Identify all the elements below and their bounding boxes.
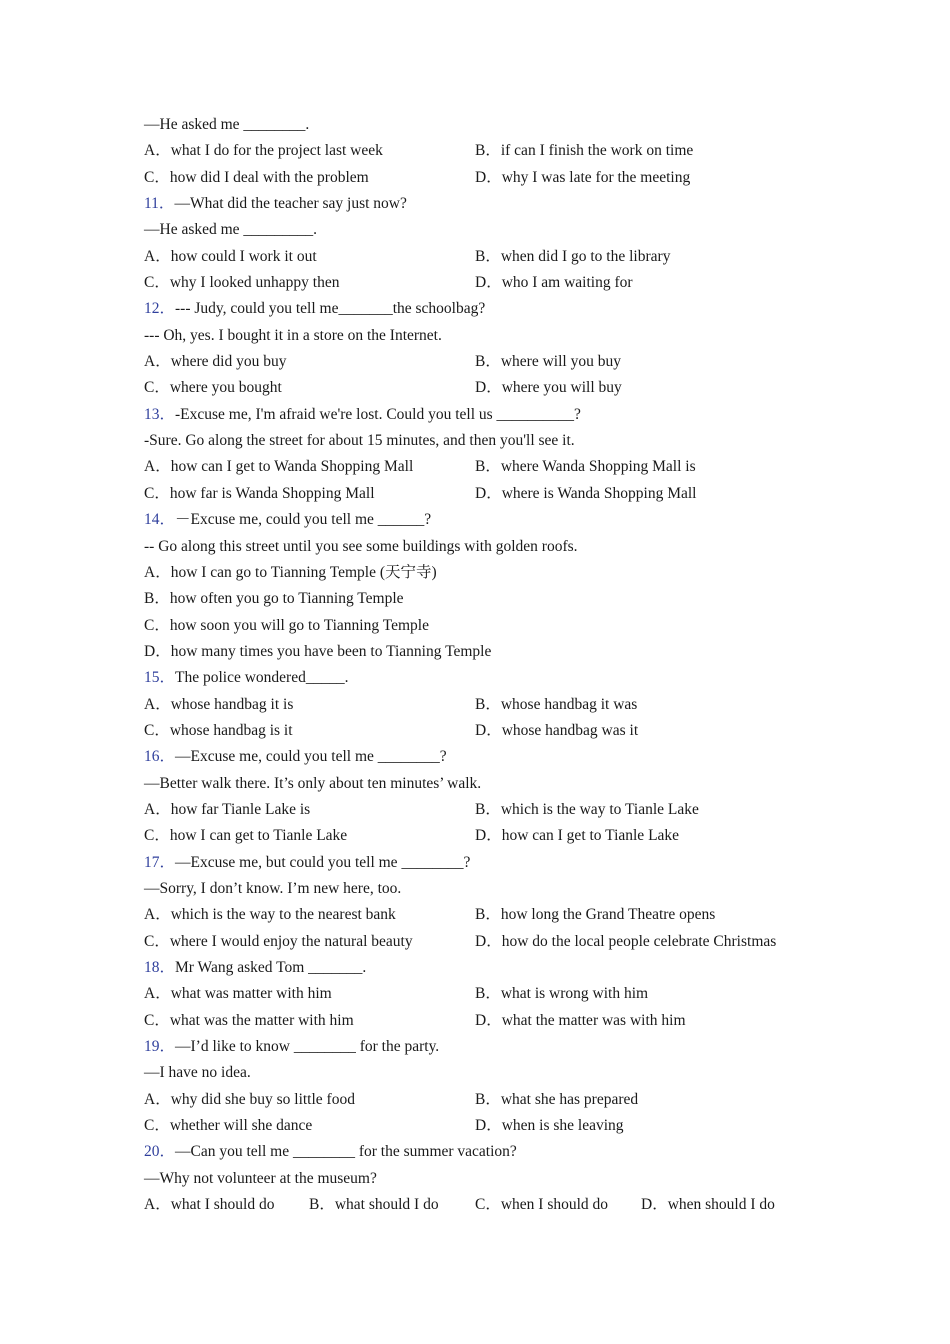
option-a: A．how far Tianle Lake is (144, 800, 311, 818)
question-number: 16． (144, 748, 176, 766)
option-row (144, 1192, 844, 1218)
question-number: 11． (144, 195, 175, 213)
question-stem (144, 1034, 844, 1060)
option-b: B．what is wrong with him (475, 985, 649, 1003)
question-number: 12． (144, 300, 176, 318)
question-response-line: —Better walk there. It’s only about ten minutes’ walk. (144, 774, 482, 792)
question-stem (144, 191, 844, 217)
option-a: A．what was matter with him (144, 985, 332, 1003)
option-d: D．what the matter was with him (475, 1011, 686, 1029)
question-stem (144, 402, 844, 428)
option-a: A．what I do for the project last week (144, 142, 383, 160)
option-c: C．how far is Wanda Shopping Mall (144, 484, 375, 502)
worksheet (144, 112, 844, 1218)
option-b: B．what should I do (309, 1196, 439, 1214)
option-c: C．what was the matter with him (144, 1011, 354, 1029)
option-c: C．how soon you will go to Tianning Temple (144, 616, 429, 634)
option-a: A．where did you buy (144, 353, 287, 371)
option-row (144, 902, 844, 928)
question-text: Mr Wang asked Tom _______. (175, 959, 367, 976)
option-row (144, 454, 844, 480)
question-number: 20． (144, 1143, 176, 1161)
option-b: B．where will you buy (475, 353, 621, 371)
question-text: —I’d like to know ________ for the party. (175, 1038, 440, 1056)
option-b: B．if can I finish the work on time (475, 142, 694, 160)
option-row (144, 244, 844, 270)
question-response-line: —He asked me _________. (144, 221, 318, 239)
option-d: D．when is she leaving (475, 1117, 624, 1135)
option-c: C．where I would enjoy the natural beauty (144, 932, 413, 950)
option-row (144, 349, 844, 375)
option-row (144, 1008, 844, 1034)
question-response-line: -- Go along this street until you see some buildings with golden roofs. (144, 537, 578, 555)
option-d: D．how many times you have been to Tianning Temple (144, 642, 492, 660)
question-number: 17． (144, 853, 176, 871)
option-a: A．which is the way to the nearest bank (144, 906, 396, 924)
question-response-line: --- Oh, yes. I bought it in a store on the Internet. (144, 326, 442, 344)
option-row (144, 823, 844, 849)
option-row (144, 1113, 844, 1139)
question-stem (144, 850, 844, 876)
question-response-line: -Sure. Go along the street for about 15 minutes, and then you'll see it. (144, 432, 575, 450)
option-d: D．why I was late for the meeting (475, 168, 691, 186)
option-b: B．where Wanda Shopping Mall is (475, 458, 696, 476)
option-c: C．where you bought (144, 379, 282, 397)
question-text: -Excuse me, I'm afraid we're lost. Could you tell us __________? (175, 405, 581, 423)
question-text: —Can you tell me ________ for the summer vacation? (175, 1143, 517, 1161)
question-stem (144, 955, 844, 981)
option-d: D．when should I do (641, 1196, 775, 1214)
option-b: B．when did I go to the library (475, 247, 671, 265)
option-b: B．how long the Grand Theatre opens (475, 906, 716, 924)
question-stem (144, 744, 844, 770)
option-d: D．how can I get to Tianle Lake (475, 827, 680, 845)
question-response-line: —I have no idea. (144, 1064, 251, 1082)
option-row (144, 1087, 844, 1113)
option-a: A．how could I work it out (144, 247, 317, 265)
question-answer-line: —He asked me ________. (144, 116, 310, 133)
option-row (144, 270, 844, 296)
question-stem (144, 296, 844, 322)
question-text: —Excuse me, but could you tell me ________? (175, 853, 471, 871)
option-a: A．what I should do (144, 1196, 275, 1214)
option-c: C．whether will she dance (144, 1117, 313, 1135)
question-text: The police wondered_____. (175, 669, 349, 687)
option-b: B．how often you go to Tianning Temple (144, 590, 404, 608)
option-c: C．how did I deal with the problem (144, 168, 369, 186)
option-row (144, 165, 844, 191)
option-d: D．where you will buy (475, 379, 622, 397)
question-number: 19． (144, 1038, 176, 1056)
option-d: D．whose handbag was it (475, 721, 639, 739)
question-number: 13． (144, 405, 176, 423)
question-stem (144, 1139, 844, 1165)
option-a: A．how I can go to Tianning Temple (天宁寺) (144, 563, 437, 581)
question-text: —What did the teacher say just now? (174, 195, 407, 213)
option-d: D．where is Wanda Shopping Mall (475, 484, 697, 502)
question-number: 18． (144, 959, 176, 976)
option-d: D．how do the local people celebrate Christmas (475, 932, 777, 950)
option-row (144, 692, 844, 718)
option-row (144, 375, 844, 401)
option-c: C．when I should do (475, 1196, 609, 1214)
option-c: C．why I looked unhappy then (144, 274, 340, 292)
question-text: －Excuse me, could you tell me ______? (175, 511, 432, 529)
option-c: C．whose handbag is it (144, 721, 293, 739)
option-a: A．why did she buy so little food (144, 1090, 355, 1108)
question-response-line: —Why not volunteer at the museum? (144, 1169, 377, 1187)
option-row (144, 929, 844, 955)
option-row (144, 138, 844, 164)
option-row (144, 718, 844, 744)
option-b: B．whose handbag it was (475, 695, 638, 713)
option-b: B．which is the way to Tianle Lake (475, 800, 699, 818)
question-number: 14． (144, 511, 176, 529)
question-number: 15． (144, 669, 176, 687)
option-c: C．how I can get to Tianle Lake (144, 827, 348, 845)
question-stem (144, 665, 844, 691)
option-row (144, 797, 844, 823)
option-row (144, 981, 844, 1007)
option-a: A．whose handbag it is (144, 695, 294, 713)
option-b: B．what she has prepared (475, 1090, 639, 1108)
question-stem (144, 507, 844, 533)
question-response-line: —Sorry, I don’t know. I’m new here, too. (144, 879, 402, 897)
question-text: --- Judy, could you tell me_______the schoolbag? (175, 300, 486, 318)
option-d: D．who I am waiting for (475, 274, 633, 292)
question-text: —Excuse me, could you tell me ________? (175, 748, 447, 766)
option-a: A．how can I get to Wanda Shopping Mall (144, 458, 414, 476)
option-row (144, 481, 844, 507)
